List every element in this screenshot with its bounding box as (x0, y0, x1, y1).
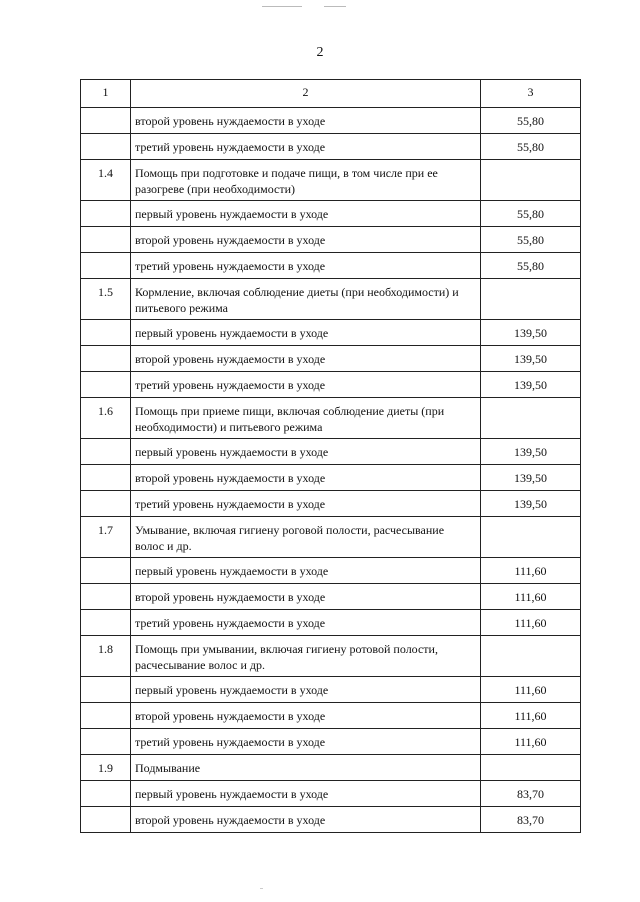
header-col-2: 2 (131, 80, 481, 108)
row-description: Подмывание (131, 755, 481, 781)
row-price: 55,80 (481, 253, 581, 279)
row-number (81, 465, 131, 491)
row-number: 1.8 (81, 636, 131, 677)
row-description: третий уровень нуждаемости в уходе (131, 253, 481, 279)
table-row (81, 398, 581, 439)
row-price: 55,80 (481, 108, 581, 134)
table-row (81, 201, 581, 227)
row-number (81, 320, 131, 346)
row-description: Кормление, включая соблюдение диеты (при необходимости) и питьевого режима (131, 279, 481, 320)
row-number (81, 253, 131, 279)
row-price: 139,50 (481, 372, 581, 398)
table-row (81, 636, 581, 677)
tariff-table (80, 79, 581, 833)
row-price: 83,70 (481, 781, 581, 807)
row-description: первый уровень нуждаемости в уходе (131, 558, 481, 584)
row-description: первый уровень нуждаемости в уходе (131, 201, 481, 227)
table-row (81, 491, 581, 517)
row-number (81, 491, 131, 517)
row-price (481, 398, 581, 439)
row-number: 1.9 (81, 755, 131, 781)
header-col-1: 1 (81, 80, 131, 108)
table-row (81, 677, 581, 703)
row-description: третий уровень нуждаемости в уходе (131, 134, 481, 160)
table-row (81, 584, 581, 610)
table-row (81, 439, 581, 465)
row-number (81, 703, 131, 729)
row-price (481, 279, 581, 320)
row-number: 1.5 (81, 279, 131, 320)
table-row (81, 807, 581, 833)
row-price: 111,60 (481, 610, 581, 636)
row-description: первый уровень нуждаемости в уходе (131, 781, 481, 807)
table-row (81, 465, 581, 491)
row-number (81, 807, 131, 833)
row-price: 55,80 (481, 134, 581, 160)
row-price (481, 636, 581, 677)
table-row (81, 346, 581, 372)
row-price (481, 160, 581, 201)
row-description: Помощь при приеме пищи, включая соблюдение диеты (при необходимости) и питьевого режима (131, 398, 481, 439)
row-number (81, 584, 131, 610)
row-price: 139,50 (481, 320, 581, 346)
row-description: второй уровень нуждаемости в уходе (131, 346, 481, 372)
header-col-3: 3 (481, 80, 581, 108)
row-number (81, 729, 131, 755)
table-row (81, 755, 581, 781)
table-row (81, 320, 581, 346)
row-number (81, 677, 131, 703)
table-header-row (81, 80, 581, 108)
row-number (81, 372, 131, 398)
row-number: 1.6 (81, 398, 131, 439)
table-row (81, 253, 581, 279)
row-price (481, 517, 581, 558)
row-number (81, 227, 131, 253)
table-row (81, 160, 581, 201)
table-row (81, 517, 581, 558)
row-price: 55,80 (481, 201, 581, 227)
row-description: Помощь при умывании, включая гигиену ротовой полости, расчесывание волос и др. (131, 636, 481, 677)
table-row (81, 558, 581, 584)
row-price: 111,60 (481, 584, 581, 610)
row-description: третий уровень нуждаемости в уходе (131, 610, 481, 636)
row-price: 139,50 (481, 439, 581, 465)
row-price: 111,60 (481, 703, 581, 729)
table-row (81, 108, 581, 134)
page-number: 2 (316, 45, 324, 60)
row-number (81, 610, 131, 636)
table-row (81, 729, 581, 755)
row-description: первый уровень нуждаемости в уходе (131, 677, 481, 703)
table-row (81, 610, 581, 636)
row-price: 139,50 (481, 491, 581, 517)
row-number: 1.7 (81, 517, 131, 558)
table-row (81, 227, 581, 253)
row-number (81, 201, 131, 227)
row-number: 1.4 (81, 160, 131, 201)
row-description: первый уровень нуждаемости в уходе (131, 320, 481, 346)
row-description: третий уровень нуждаемости в уходе (131, 729, 481, 755)
scan-artifact-dot (260, 888, 263, 889)
row-description: второй уровень нуждаемости в уходе (131, 227, 481, 253)
row-price: 139,50 (481, 465, 581, 491)
row-price (481, 755, 581, 781)
row-description: второй уровень нуждаемости в уходе (131, 807, 481, 833)
row-description: первый уровень нуждаемости в уходе (131, 439, 481, 465)
row-number (81, 558, 131, 584)
row-description: второй уровень нуждаемости в уходе (131, 465, 481, 491)
row-number (81, 134, 131, 160)
row-description: Умывание, включая гигиену роговой полости, расчесывание волос и др. (131, 517, 481, 558)
row-price: 111,60 (481, 729, 581, 755)
table-row (81, 279, 581, 320)
row-price: 55,80 (481, 227, 581, 253)
row-number (81, 346, 131, 372)
table-row (81, 372, 581, 398)
row-price: 111,60 (481, 677, 581, 703)
row-description: третий уровень нуждаемости в уходе (131, 372, 481, 398)
table-row (81, 703, 581, 729)
row-price: 83,70 (481, 807, 581, 833)
row-description: второй уровень нуждаемости в уходе (131, 584, 481, 610)
table-row (81, 134, 581, 160)
row-description: второй уровень нуждаемости в уходе (131, 108, 481, 134)
row-number (81, 439, 131, 465)
scan-artifact-marks (262, 6, 382, 10)
row-description: третий уровень нуждаемости в уходе (131, 491, 481, 517)
row-description: Помощь при подготовке и подаче пищи, в том числе при ее разогреве (при необходимости) (131, 160, 481, 201)
table-row (81, 781, 581, 807)
row-price: 111,60 (481, 558, 581, 584)
row-description: второй уровень нуждаемости в уходе (131, 703, 481, 729)
row-number (81, 108, 131, 134)
row-number (81, 781, 131, 807)
row-price: 139,50 (481, 346, 581, 372)
